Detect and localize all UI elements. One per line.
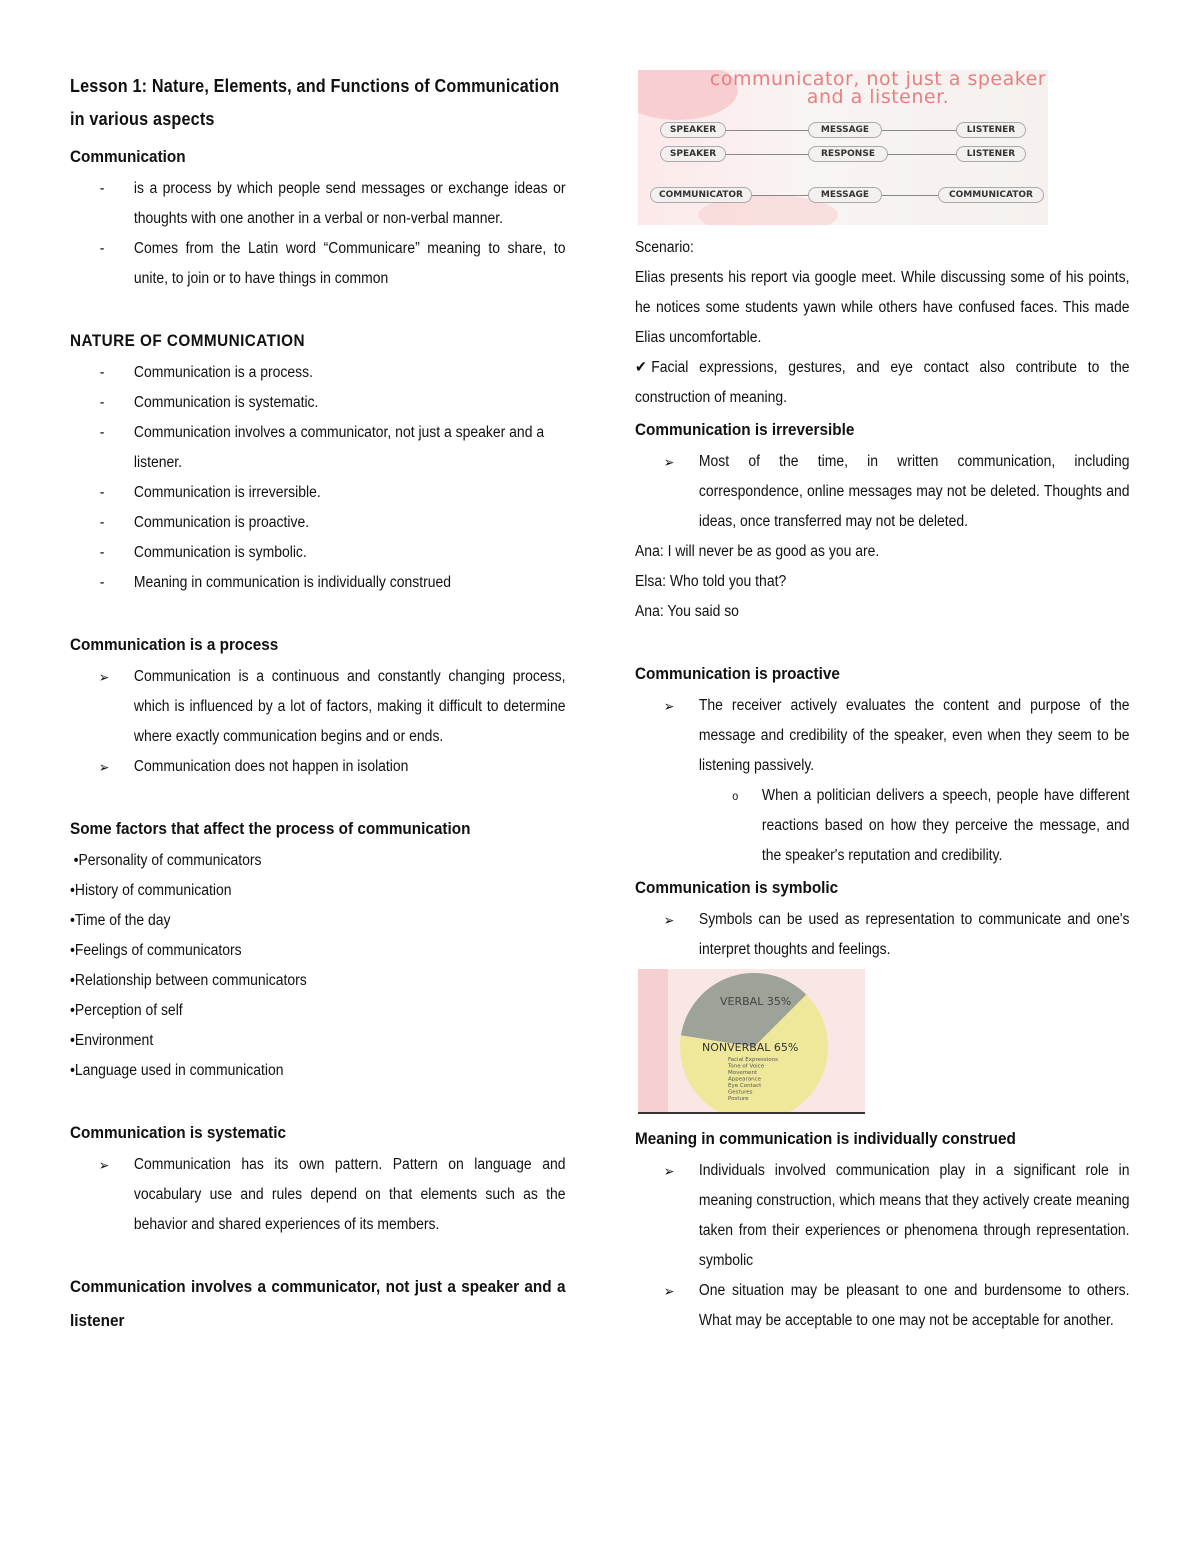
list-item: ➢ Communication does not happen in isolation xyxy=(70,752,565,782)
pie-sublabel: Movement xyxy=(728,1070,758,1076)
list-item: - Communication is a process. xyxy=(70,358,565,388)
communication-pie-chart xyxy=(638,969,865,1114)
communication-heading: Communication xyxy=(70,147,186,166)
dialogue-line: Ana: You said so xyxy=(635,603,739,620)
diagram-node: COMMUNICATOR xyxy=(938,187,1044,203)
arrow-bullet-icon: ➢ xyxy=(663,698,675,714)
list-item: - Communication is symbolic. xyxy=(70,538,565,568)
diagram-node: SPEAKER xyxy=(660,122,726,138)
construed-list xyxy=(635,1156,1129,1336)
nature-heading: NATURE OF COMMUNICATION xyxy=(70,331,306,350)
pie-sublabel: Gestures xyxy=(728,1089,753,1096)
list-item: •Feelings of communicators xyxy=(70,942,242,959)
pie-sublabel: Eye Contact xyxy=(728,1083,762,1089)
irreversible-list xyxy=(635,447,1129,537)
nature-list xyxy=(70,358,565,598)
communicator-diagram xyxy=(638,70,1048,225)
list-item: - Communication is proactive. xyxy=(70,508,565,538)
diagram-node: LISTENER xyxy=(956,122,1026,138)
list-item: •Relationship between communicators xyxy=(70,972,307,989)
systematic-heading: Communication is systematic xyxy=(70,1123,286,1142)
pie-sublabel: Facial Expressions xyxy=(728,1057,778,1063)
arrow-bullet-icon: ➢ xyxy=(663,912,675,928)
list-item: - Communication is irreversible. xyxy=(70,478,565,508)
arrow-bullet-icon: ➢ xyxy=(98,669,110,685)
diagram-heading: communicator, not just a speaker and a listener. xyxy=(709,70,1047,108)
diagram-node: MESSAGE xyxy=(808,122,882,138)
list-item: ➢ Individuals involved communication play in a significant role in meaning construction, which means that they actively create meaning taken from their experiences or phenomena through representation. symbolic xyxy=(635,1156,1129,1276)
factors-heading: Some factors that affect the process of communication xyxy=(70,819,471,838)
communicator-heading: Communication involves a communicator, not just a speaker and a listener xyxy=(70,1277,566,1330)
pie-sublabel: Posture xyxy=(728,1096,749,1102)
pie-sublabel: Tone of Voice xyxy=(728,1063,765,1070)
proactive-list xyxy=(635,691,1129,781)
arrow-bullet-icon: ➢ xyxy=(663,1283,675,1299)
list-item: ➢ Communication has its own pattern. Pattern on language and vocabulary use and rules depend on that elements such as the behavior and shared experiences of its members. xyxy=(70,1150,565,1240)
list-item: •Time of the day xyxy=(70,912,171,929)
page-title: Lesson 1: Nature, Elements, and Functions of Communication in various aspects xyxy=(70,76,560,129)
construed-heading: Meaning in communication is individually construed xyxy=(635,1129,1016,1148)
arrow-bullet-icon: ➢ xyxy=(98,759,110,775)
list-item: •Language used in communication xyxy=(70,1062,284,1079)
diagram-node: SPEAKER xyxy=(660,146,726,162)
list-item: ➢ Communication is a continuous and constantly changing process, which is influenced by a lot of factors, making it difficult to determine where exactly communication begins and or ends. xyxy=(70,662,565,752)
diagram-node: LISTENER xyxy=(956,146,1026,162)
pie-label-verbal: VERBAL 35% xyxy=(720,995,792,1008)
diagram-node: RESPONSE xyxy=(808,146,888,162)
list-item: ➢ Most of the time, in written communication, including correspondence, online messages may not be deleted. Thoughts and ideas, once transferred may not be deleted. xyxy=(635,447,1129,537)
process-list xyxy=(70,662,565,782)
list-item: o When a politician delivers a speech, people have different reactions based on how they perceive the message, and the speaker's reputation and credibility. xyxy=(635,781,1129,871)
proactive-sublist xyxy=(635,781,1129,871)
list-item: - Meaning in communication is individually construed xyxy=(70,568,565,598)
list-item: - Communication involves a communicator, not just a speaker and a listener. xyxy=(70,418,565,478)
circle-bullet-icon: o xyxy=(732,789,739,803)
list-item: - Communication is systematic. xyxy=(70,388,565,418)
symbolic-list xyxy=(635,905,1129,965)
symbolic-heading: Communication is symbolic xyxy=(635,878,839,897)
pie-chart-svg xyxy=(638,969,865,1112)
list-item: - is a process by which people send messages or exchange ideas or thoughts with one another in a verbal or non-verbal manner. xyxy=(70,174,565,234)
list-item: •Personality of communicators xyxy=(73,852,262,869)
arrow-bullet-icon: ➢ xyxy=(663,454,675,470)
right-column xyxy=(635,70,1130,1336)
factors-list xyxy=(70,846,565,1086)
list-item: ➢ The receiver actively evaluates the content and purpose of the message and credibility of the speaker, even when they seem to be listening passively. xyxy=(635,691,1129,781)
list-item: ➢ One situation may be pleasant to one and burdensome to others. What may be acceptable to one may not be acceptable for another. xyxy=(635,1276,1129,1336)
diagram-node: COMMUNICATOR xyxy=(650,187,752,203)
left-column xyxy=(70,70,566,1338)
pie-sublabel: Appearance xyxy=(728,1076,762,1083)
communication-list xyxy=(70,174,565,294)
arrow-bullet-icon: ➢ xyxy=(98,1157,110,1173)
diagram-node: MESSAGE xyxy=(808,187,882,203)
process-heading: Communication is a process xyxy=(70,635,279,654)
dialogue-line: Ana: I will never be as good as you are. xyxy=(635,543,880,560)
systematic-list xyxy=(70,1150,565,1240)
checkmark-icon: ✔ xyxy=(635,359,647,376)
scenario-label: Scenario: xyxy=(635,239,694,256)
pie-label-nonverbal: NONVERBAL 65% xyxy=(702,1041,799,1054)
irreversible-heading: Communication is irreversible xyxy=(635,420,855,439)
check-note: ✔ Facial expressions, gestures, and eye contact also contribute to the construction of meaning. xyxy=(635,353,1129,413)
arrow-bullet-icon: ➢ xyxy=(663,1163,675,1179)
dialogue-line: Elsa: Who told you that? xyxy=(635,573,787,590)
proactive-heading: Communication is proactive xyxy=(635,664,840,683)
scenario-text: Elias presents his report via google meet. While discussing some of his points, he notices some students yawn while others have confused faces. This made Elias uncomfortable. xyxy=(635,269,1130,346)
list-item: ➢ Symbols can be used as representation to communicate and one's interpret thoughts and feelings. xyxy=(635,905,1129,965)
list-item: •Environment xyxy=(70,1032,154,1049)
list-item: •Perception of self xyxy=(70,1002,183,1019)
list-item: - Comes from the Latin word “Communicare” meaning to share, to unite, to join or to have things in common xyxy=(70,234,565,294)
list-item: •History of communication xyxy=(70,882,232,899)
